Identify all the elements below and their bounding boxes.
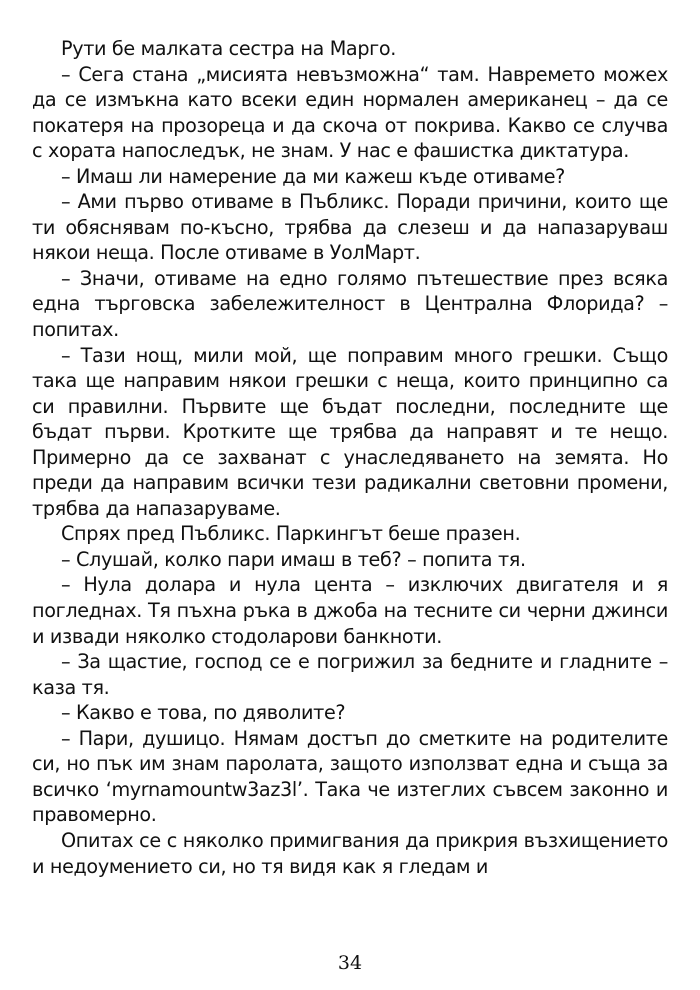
paragraph: Опитах се с няколко примигвания да прикрия възхищението и недоумението си, но тя видя как я гледам и (32, 828, 668, 878)
page-number: 34 (337, 952, 363, 974)
paragraph: – Пари, душицо. Нямам достъп до сметките на родителите си, но пък им знам паролата, защото използват една и съща за всичко ‘myrnamountw3az3l’. Така че изтеглих съвсем законно и правомерно. (32, 726, 668, 827)
paragraph: – Сега стана „мисията невъзможна“ там. Навремето можех да се измъкна като всеки един нормален американец – да се покатеря на прозореца и да скоча от покрива. Какво се случва с хората напоследък, не знам. У нас е фашистка диктатура. (32, 62, 668, 163)
paragraph: – За щастие, господ се е погрижил за бедните и гладните – каза тя. (32, 650, 668, 699)
paragraph: – Имаш ли намерение да ми кажеш къде отиваме? (61, 164, 565, 188)
paragraph: Рути бе малката сестра на Марго. (61, 37, 397, 60)
paragraph: – Нула долара и нула цента – изключих двигателя и я погледнах. Тя пъхна ръка в джоба на тесните си черни джинси и извади няколко стодоларови банкноти. (32, 573, 668, 648)
page-body-text (32, 36, 668, 879)
paragraph: Спрях пред Пъбликс. Паркингът беше празен. (61, 522, 521, 546)
paragraph: – Какво е това, по дяволите? (61, 701, 346, 725)
paragraph: – Значи, отиваме на едно голямо пътешествие през всяка една търговска забележителност в Централна Флорида? – попитах. (32, 266, 668, 342)
paragraph: – Ами първо отиваме в Пъбликс. Поради причини, които ще ти обяснявам по-късно, трябва да слезеш и да напазаруваш някои неща. После отиваме в УолМарт. (32, 190, 668, 265)
paragraph: – Тази нощ, мили мой, ще поправим много грешки. Също така ще направим някои грешки с неща, които принципно са си правилни. Първите ще бъдат последни, последните ще бъдат първи. Кротките ще трябва да направят и те нещо. Примерно да се захванат с унаследяването на земята. Но преди да направим всички тези радикални световни промени, трябва да напазаруваме. (32, 343, 668, 520)
paragraph: – Слушай, колко пари имаш в теб? – попита тя. (61, 547, 526, 571)
